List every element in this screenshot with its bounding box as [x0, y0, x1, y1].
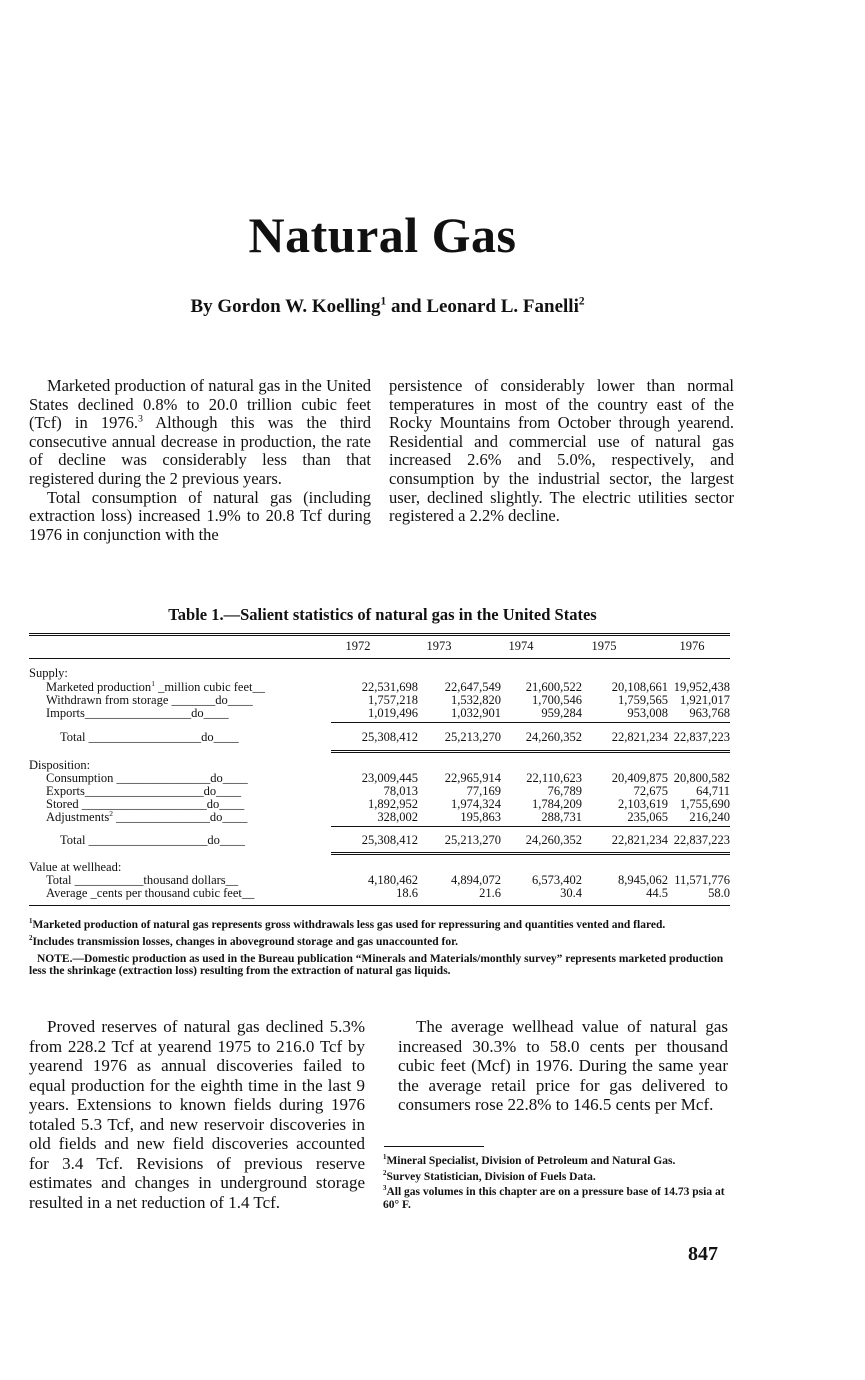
cell: 22,821,234: [611, 730, 668, 744]
page-number: 847: [688, 1243, 718, 1265]
row-label: Imports_________________do____: [46, 706, 229, 720]
cell: 22,837,223: [673, 730, 730, 744]
cell: 22,110,623: [526, 771, 582, 785]
year-header: 1975: [591, 639, 617, 653]
cell: 1,755,690: [680, 797, 730, 811]
cell: 2,103,619: [618, 797, 668, 811]
byline-prefix: By Gordon W. Koelling: [190, 296, 381, 317]
table-row: [29, 887, 730, 900]
cell: 21,600,522: [525, 680, 582, 694]
table-note-3: NOTE.—Domestic production as used in the Bureau publication “Minerals and Materials/monthly survey” represents marketed production less the shrinkage (extraction loss) resulting from the extraction of natural gas liquids.: [29, 953, 724, 977]
cell: 195,863: [460, 810, 501, 824]
wellhead-paragraph: The average wellhead value of natural gas increased 30.3% to 58.0 cents per thousand cubic feet (Mcf) in 1976. During the same year the average retail price for gas delivered to consumers rose 22.8% to 146.5 cents per Mcf.: [398, 1017, 728, 1114]
cell: 24,260,352: [525, 833, 582, 847]
cell: 1,784,209: [532, 797, 582, 811]
reserves-paragraph: Proved reserves of natural gas declined 5.3% from 228.2 Tcf at yearend 1975 to 216.0 Tcf by yearend 1976 as annual discoveries failed to equal production for the eighth time in the last 9 years. Extensions to known fields during 1976 totaled 5.3 Tcf, and new reservoir discoveries in old fields and new field discoveries accounted for 3.4 Tcf. Revisions of previous reserve estimates and changes in underground storage resulted in a net reduction of 1.4 Tcf.: [29, 1017, 365, 1212]
intro-p1-text-a: Marketed production of natural gas in the United States declined 0.8% to 20.0 trillion cubic feet (Tcf) in 1976.: [29, 376, 371, 433]
cell: 22,821,234: [611, 833, 668, 847]
footnote: $^3$All gas volumes in this chapter are on a pressure base of 14.73 psia at 60° F.: [383, 1185, 725, 1211]
cell: 21.6: [479, 886, 501, 900]
cell: 1,032,901: [451, 706, 501, 720]
cell: 963,768: [689, 706, 730, 720]
cell: 22,647,549: [444, 680, 501, 694]
row-label: Stored ____________________do____: [46, 797, 245, 811]
salient-statistics-table: [29, 633, 730, 915]
row-label: Consumption _______________do____: [46, 771, 248, 785]
table-total-row: [29, 834, 730, 847]
cell: 216,240: [689, 810, 730, 824]
cell: 235,065: [627, 810, 668, 824]
intro-left-column: [29, 377, 371, 544]
row-label: Exports___________________do____: [46, 784, 242, 798]
body-right-column: [398, 1017, 728, 1115]
value-heading: Value at wellhead:: [29, 860, 122, 874]
cell: 44.5: [646, 886, 668, 900]
cell: 959,284: [541, 706, 582, 720]
cell: 64,711: [696, 784, 730, 798]
cell: 72,675: [633, 784, 668, 798]
cell: 1,892,952: [368, 797, 418, 811]
footnotes: [383, 1155, 729, 1214]
cell: 8,945,062: [618, 873, 668, 887]
footnote-divider: [384, 1146, 484, 1147]
cell: 4,180,462: [368, 873, 418, 887]
cell: 288,731: [541, 810, 582, 824]
cell: 22,965,914: [444, 771, 501, 785]
disposition-heading: Disposition:: [29, 758, 91, 772]
cell: 19,952,438: [673, 680, 730, 694]
cell: 23,009,445: [361, 771, 418, 785]
cell: 4,894,072: [451, 873, 501, 887]
byline-sup-2: 2: [578, 295, 585, 308]
row-label: Withdrawn from storage _______do____: [46, 693, 253, 707]
supply-heading: Supply:: [29, 666, 68, 680]
year-header: 1972: [345, 639, 371, 653]
intro-paragraph-3: persistence of considerably lower than normal temperatures in most of the country east of the Rocky Mountains from October through yearend. Residential and commercial use of natural gas increased 2.6% and 5.0%, respectively, and consumption by the industrial sector, the largest user, declined slightly. The electric utilities sector registered a 2.2% decline.: [389, 376, 734, 526]
cell: 1,921,017: [680, 693, 730, 707]
cell: 20,800,582: [673, 771, 730, 785]
table-title: Table 1.—Salient statistics of natural gas in the United States: [168, 605, 597, 624]
intro-paragraph-1: [29, 377, 371, 489]
cell: 6,573,402: [532, 873, 582, 887]
cell: 1,532,820: [451, 693, 501, 707]
table-total-row: [29, 731, 730, 744]
intro-right-column: [389, 377, 734, 526]
byline-sup-1: 1: [380, 295, 387, 308]
intro-p1-sup: 3: [138, 413, 143, 425]
cell: 18.6: [396, 886, 418, 900]
cell: 25,213,270: [444, 730, 501, 744]
body-left-column: [29, 1017, 365, 1212]
cell: 1,759,565: [618, 693, 668, 707]
cell: 1,019,496: [368, 706, 418, 720]
cell: 22,531,698: [361, 680, 418, 694]
year-header: 1973: [426, 639, 452, 653]
table-row: [29, 808, 730, 824]
cell: 11,571,776: [674, 873, 730, 887]
cell: 24,260,352: [525, 730, 582, 744]
cell: 1,974,324: [451, 797, 501, 811]
row-label: Total ___________________do____: [60, 833, 245, 847]
cell: 953,008: [627, 706, 668, 720]
intro-paragraph-2: Total consumption of natural gas (including extraction loss) increased 1.9% to 20.8 Tcf during 1976 in conjunction with the: [29, 487, 371, 544]
cell: 20,108,661: [611, 680, 668, 694]
cell: 30.4: [560, 886, 582, 900]
table-header-row: [29, 640, 730, 653]
cell: 77,169: [466, 784, 501, 798]
year-header: 1974: [508, 639, 534, 653]
row-label: Marketed production$^1$ _million cubic feet__: [46, 678, 265, 694]
footnote: $^2$Survey Statistician, Division of Fuels Data.: [383, 1169, 596, 1183]
cell: 78,013: [383, 784, 418, 798]
row-label: Adjustments$^2$ _______________do____: [46, 808, 248, 824]
chapter-title: Natural Gas: [248, 207, 517, 263]
cell: 328,002: [377, 810, 418, 824]
cell: 25,308,412: [361, 833, 418, 847]
cell: 1,700,546: [532, 693, 582, 707]
table-notes: [29, 919, 729, 982]
table-note-1: $^1$Marketed production of natural gas represents gross withdrawals less gas used for repressuring and quantities vented and flared.: [29, 918, 666, 931]
row-label: Average _cents per thousand cubic feet__: [46, 886, 255, 900]
cell: 25,308,412: [361, 730, 418, 744]
cell: 20,409,875: [611, 771, 668, 785]
intro-p1-text-b: Although this was the third consecutive annual decrease in production, the rate of decline was considerably less than that registered during the 2 previous years.: [29, 413, 371, 488]
table-row: [29, 707, 730, 720]
cell: 25,213,270: [444, 833, 501, 847]
year-header: 1976: [679, 639, 705, 653]
byline-middle: and Leonard L. Fanelli: [386, 296, 579, 317]
footnote: $^1$Mineral Specialist, Division of Petroleum and Natural Gas.: [383, 1154, 676, 1167]
row-label: Total ___________thousand dollars__: [46, 873, 239, 887]
cell: 58.0: [708, 886, 730, 900]
cell: 22,837,223: [673, 833, 730, 847]
byline: [0, 296, 775, 318]
cell: 76,789: [547, 784, 582, 798]
table-note-2: $^2$Includes transmission losses, changes in aboveground storage and gas unaccounted for.: [29, 935, 459, 948]
cell: 1,757,218: [368, 693, 418, 707]
row-label: Total __________________do____: [60, 730, 239, 744]
